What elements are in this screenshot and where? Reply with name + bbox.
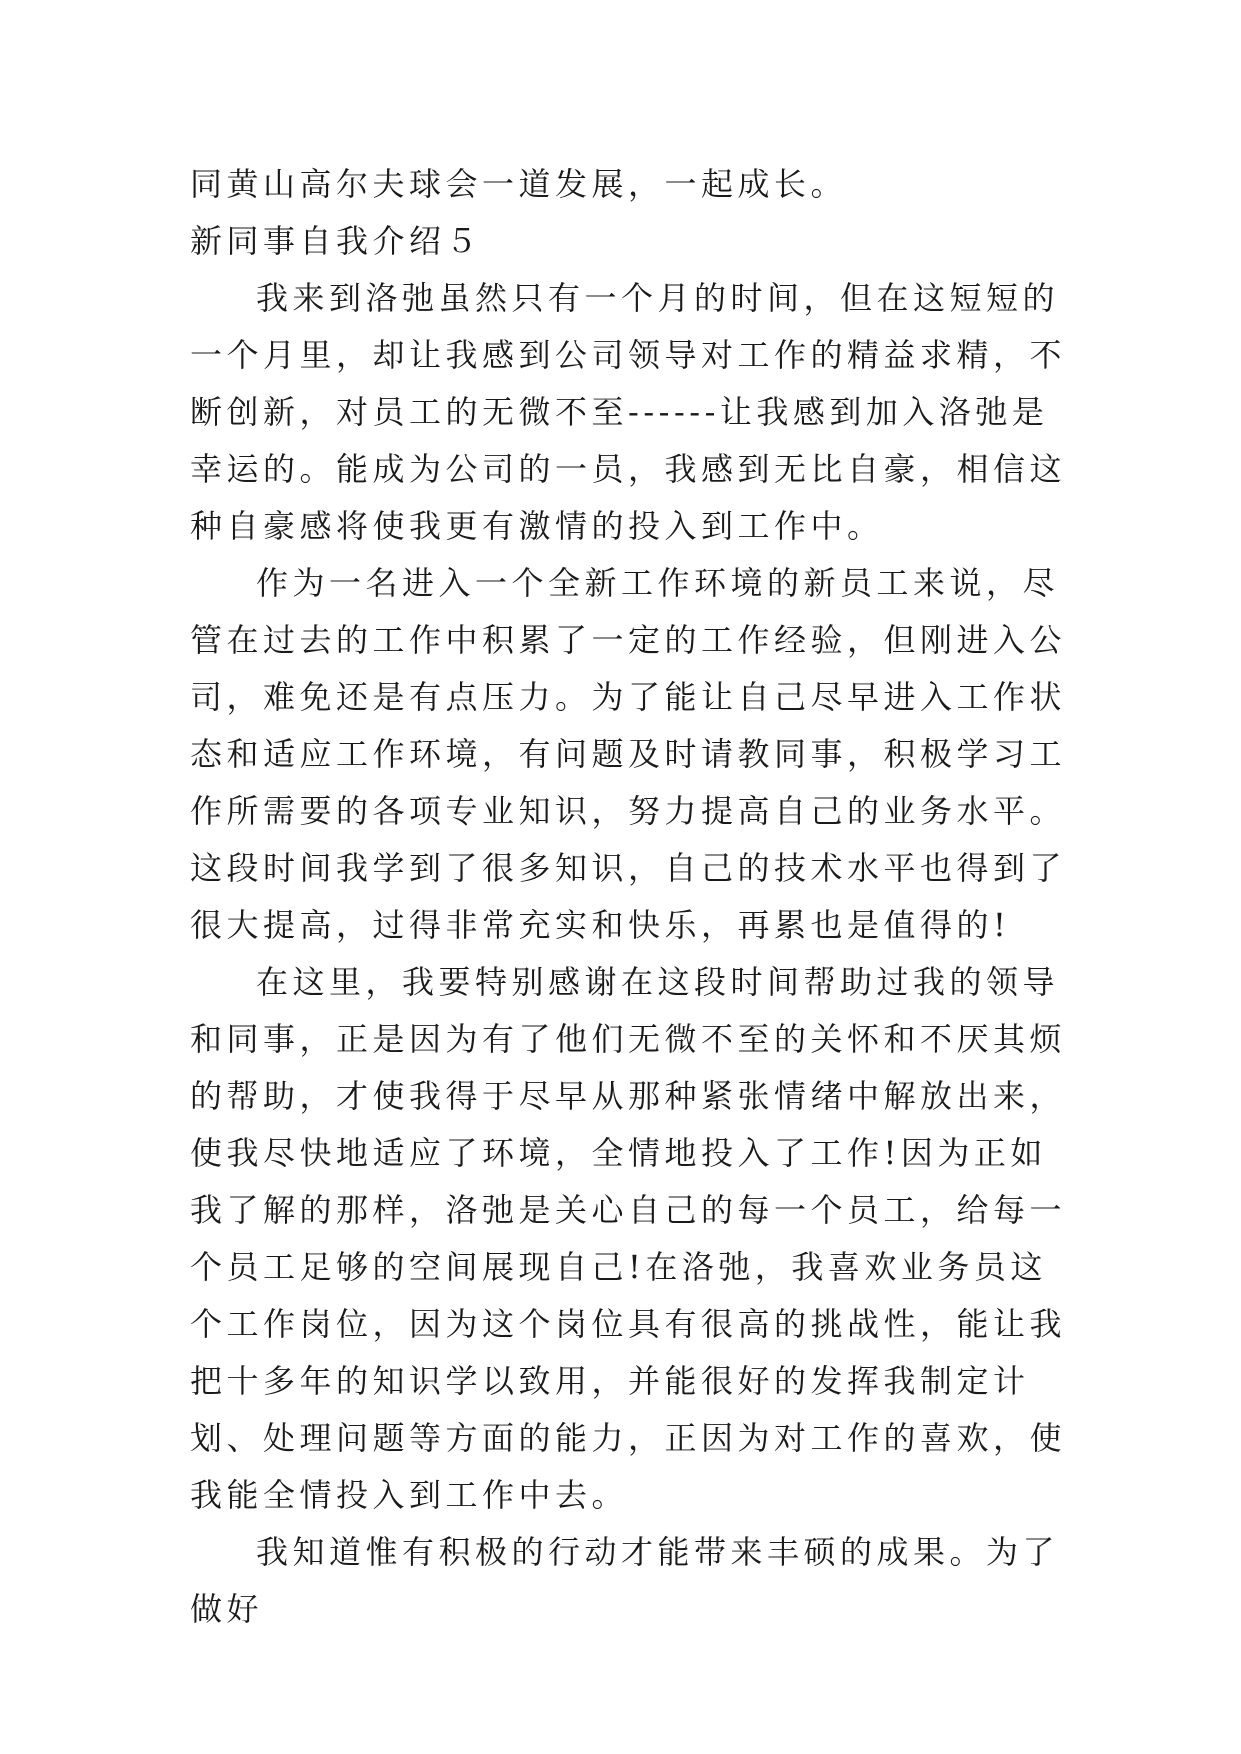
body-paragraph-3: 在这里，我要特别感谢在这段时间帮助过我的领导和同事，正是因为有了他们无微不至的关怀和不厌其烦的帮助，才使我得于尽早从那种紧张情绪中解放出来，使我尽快地适应了环境，全情地投入了工作!因为正如我了解的那样，洛弛是关心自己的每一个员工，给每一个员工足够的空间展现自己!在洛弛，我喜欢业务员这个工作岗位，因为这个岗位具有很高的挑战性，能让我把十多年的知识学以致用，并能很好的发挥我制定计划、处理问题等方面的能力，正因为对工作的喜欢，使我能全情投入到工作中去。 — [190, 963, 1067, 1514]
body-paragraph-4: 我知道惟有积极的行动才能带来丰硕的成果。为了做好 — [190, 1533, 1060, 1628]
body-paragraph-1: 我来到洛弛虽然只有一个月的时间，但在这短短的一个月里，却让我感到公司领导对工作的精益求精，不断创新，对员工的无微不至------让我感到加入洛弛是幸运的。能成为公司的一员，我感到无比自豪，相信这种自豪感将使我更有激情的投入到工作中。 — [190, 279, 1067, 545]
section-heading: 新同事自我介绍５ — [190, 222, 483, 260]
body-paragraph-2: 作为一名进入一个全新工作环境的新员工来说，尽管在过去的工作中积累了一定的工作经验，但刚进入公司，难免还是有点压力。为了能让自己尽早进入工作状态和适应工作环境，有问题及时请教同事，积极学习工作所需要的各项专业知识，努力提高自己的业务水平。这段时间我学到了很多知识，自己的技术水平也得到了很大提高，过得非常充实和快乐，再累也是值得的! — [190, 564, 1067, 944]
intro-tail-paragraph: 同黄山高尔夫球会一道发展，一起成长。 — [190, 165, 848, 203]
document-body — [190, 156, 1070, 1638]
